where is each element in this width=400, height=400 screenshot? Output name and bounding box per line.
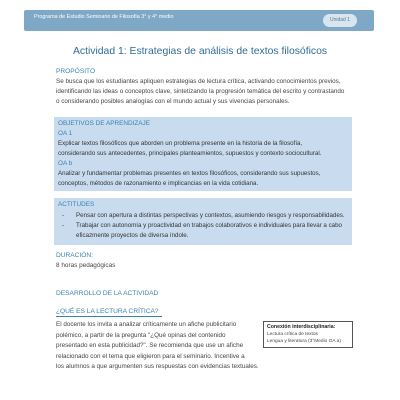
oa1-line: Explicar textos filosóficos que aborden un problema presente en la historia de la filosofía, bbox=[58, 140, 303, 147]
lectura-line: El docente los invita a analizar críticamente un afiche publicitario bbox=[56, 321, 237, 328]
attitude-item bbox=[62, 211, 352, 221]
lectura-line: los alumnos a que argumenten sus respuestas con evidencias textuales. bbox=[56, 363, 259, 370]
lectura-line: presentado en esta publicidad?". Se recomienda que use un afiche bbox=[56, 342, 244, 349]
proposito-line: Se busca que los estudiantes apliquen estrategias de lectura crítica, activando conocimientos previos, bbox=[56, 78, 341, 85]
interdisciplinary-box bbox=[263, 321, 353, 348]
interdisciplinary-title: Conexión interdisciplinaria: bbox=[267, 324, 336, 330]
objectives-heading: OBJETIVOS DE APRENDIZAJE bbox=[58, 120, 150, 127]
interdisciplinary-line: Lengua y literatura (3°Medio OA a) bbox=[267, 339, 341, 344]
attitude-line: Pensar con apertura a distintas perspectivas y contextos, asumiendo riesgos y responsabilidades. bbox=[76, 212, 345, 219]
duracion-value: 8 horas pedagógicas bbox=[56, 262, 116, 269]
oa1-label: OA 1 bbox=[58, 130, 73, 137]
attitudes-heading: ACTITUDES bbox=[58, 201, 95, 208]
attitude-item bbox=[62, 221, 352, 240]
oa6-text bbox=[58, 169, 350, 188]
lectura-line: relacionado con el tema que eligieron para el seminario. Incentive a bbox=[56, 352, 245, 360]
oa6-line: conceptos, métodos de razonamiento e implicancias en la vida cotidiana. bbox=[58, 179, 259, 187]
oa6-line: Analizar y fundamentar problemas presentes en textos filosóficos, considerando sus supuestos, bbox=[58, 170, 321, 177]
oa6-label: OA b bbox=[58, 160, 73, 167]
proposito-text bbox=[56, 77, 354, 107]
proposito-heading: PROPÓSITO bbox=[56, 68, 96, 75]
unit-badge: Unidad 1 bbox=[323, 14, 357, 27]
lectura-heading: ¿QUÉ ES LA LECTURA CRÍTICA? bbox=[56, 308, 159, 315]
bullet-dash: - bbox=[62, 222, 65, 229]
interdisciplinary-line: Lectura crítica de textos bbox=[267, 332, 318, 337]
oa1-text bbox=[58, 139, 350, 158]
duracion-heading: DURACIÓN: bbox=[56, 252, 93, 259]
proposito-line: o considerando posibles analogías con el mundo actual y sus vivencias personales. bbox=[56, 98, 290, 105]
desarrollo-heading: DESARROLLO DE LA ACTIVIDAD bbox=[56, 290, 159, 297]
activity-title: Actividad 1: Estrategias de análisis de textos filosóficos bbox=[72, 46, 328, 57]
attitude-line: eficazmente proyectos de diversa índole. bbox=[76, 231, 189, 239]
bullet-dash: - bbox=[62, 212, 65, 219]
attitude-line: Trabajar con autonomía y proactividad en trabajos colaborativos e individuales para llevar a cabo bbox=[76, 222, 342, 229]
program-title: Programa de Estudio Seminario de Filosofía 3° y 4° medio bbox=[34, 14, 174, 20]
lectura-line: polémico, a partir de la pregunta "¿Qué opinas del contenido bbox=[56, 331, 226, 339]
oa1-line: considerando sus antecedentes, principales planteamientos, supuestos y contexto sociocultural. bbox=[58, 149, 322, 157]
proposito-line: identificando las ideas o conceptos clave, sintetizando la progresión temática del escrito y contrastando bbox=[56, 88, 345, 95]
lectura-text bbox=[56, 320, 260, 373]
lectura-heading-underline bbox=[56, 316, 162, 317]
